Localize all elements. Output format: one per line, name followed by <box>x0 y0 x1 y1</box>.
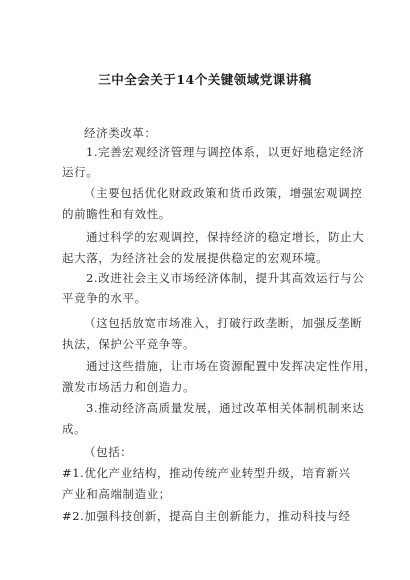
text-line: 执法，保护公平竞争等。 <box>62 337 196 351</box>
document-title: 三中全会关于14个关键领域党课讲稿 <box>98 72 312 87</box>
text-line: （主要包括优化财政政策和货币政策，增强宏观调控 <box>84 186 363 200</box>
text-line: 产业和高端制造业； <box>62 487 171 501</box>
text-line: （这包括放宽市场准入，打破行政垄断，加强反垄断 <box>84 316 363 330</box>
text-line: 2.改进社会主义市场经济体制，提升其高效运行与公 <box>86 271 365 285</box>
text-line: 激发市场活力和创造力。 <box>62 380 196 394</box>
text-line: 3.推动经济高质量发展，通过改革相关体制机制来达 <box>86 401 365 415</box>
text-line: 的前瞻性和有效性。 <box>62 207 171 221</box>
text-line: 运行。 <box>62 165 99 179</box>
text-line: 通过这些措施，让市场在资源配置中发挥决定性作用， <box>86 359 377 373</box>
text-line: 起大落，为经济社会的发展提供稳定的宏观环境。 <box>62 251 329 265</box>
text-line: 平竞争的水平。 <box>62 291 147 305</box>
text-line: 成。 <box>62 422 87 436</box>
text-line: （包括： <box>84 445 133 459</box>
text-line: 1.完善宏观经济管理与调控体系，以更好地稳定经济 <box>86 145 365 159</box>
text-line: 经济类改革： <box>84 126 157 140</box>
text-line: #2.加强科技创新，提高自主创新能力，推动科技与经 <box>62 509 351 523</box>
text-line: #1.优化产业结构，推动传统产业转型升级，培育新兴 <box>62 466 351 480</box>
text-line: 通过科学的宏观调控，保持经济的稳定增长，防止大 <box>86 230 365 244</box>
